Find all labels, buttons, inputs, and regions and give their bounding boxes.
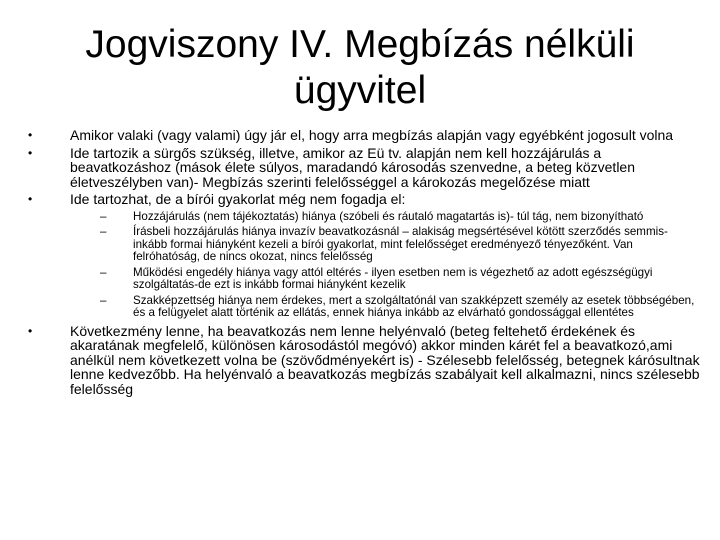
sub-bullet-item — [100, 295, 700, 320]
sub-bullet-item — [100, 211, 700, 224]
dash-marker: – — [100, 293, 107, 307]
bullet-item — [28, 146, 700, 190]
bullet-marker: • — [28, 323, 33, 338]
title-line-1: Jogviszony IV. Megbízás nélküli — [85, 23, 635, 66]
sub-bullet-text: Hozzájárulás (nem tájékoztatás) hiánya (szóbeli és ráutaló magatartás is)- túl tág, nem bizonyítható — [133, 209, 644, 223]
bullet-marker: • — [28, 145, 33, 160]
sub-bullet-text: Szakképzettség hiánya nem érdekes, mert a szolgáltatónál van szakképzett személy az esetek többségében, és a felügyelet alatt történik az ellátás, ennek hiánya inkább az elvárható gondossággal ellentétes — [133, 293, 695, 319]
bullet-list — [28, 128, 700, 396]
sub-bullet-text: Írásbeli hozzájárulás hiánya invazív beavatkozásnál – alakiság megsértésével kötött szerződés semmis-inkább formai hiányként kezeli a bírói gyakorlat, mint felelősséget eredményező tényezőként. Van felróhatóság, de nincs okozat, nincs felelősség — [133, 225, 668, 263]
bullet-text: Amikor valaki (vagy valami) úgy jár el, hogy arra megbízás alapján vagy egyébként jogosult volna — [70, 127, 674, 143]
bullet-text: Ide tartozik a sürgős szükség, illetve, amikor az Eü tv. alapján nem kell hozzájárulás a beavatkozáshoz (mások élete súlyos, maradandó károsodás szenvedne, a beteg közvetlen életveszélyben van)- Megbízás szerinti felelősséggel a károkozás megelőzése miatt — [70, 144, 636, 190]
bullet-text: Ide tartozhat, de a bírói gyakorlat még nem fogadja el: — [70, 191, 406, 207]
bullet-item — [28, 192, 700, 320]
slide-title — [40, 22, 680, 114]
dash-marker: – — [100, 209, 107, 223]
bullet-item — [28, 324, 700, 397]
title-line-2: ügyvitel — [293, 69, 427, 112]
dash-marker: – — [100, 225, 107, 238]
sub-bullet-list — [70, 211, 700, 320]
sub-bullet-item — [100, 226, 700, 264]
sub-bullet-text: Működési engedély hiánya vagy attól eltérés - ilyen esetben nem is végezhető az adott egészségügyi szolgáltatás-de ezt is inkább formai hiányként kezelik — [133, 265, 653, 291]
dash-marker: – — [100, 265, 107, 279]
bullet-marker: • — [28, 192, 33, 206]
bullet-marker: • — [28, 128, 33, 142]
slide-content — [28, 128, 700, 399]
sub-bullet-item — [100, 267, 700, 292]
bullet-item — [28, 128, 700, 143]
bullet-text: Következmény lenne, ha beavatkozás nem lenne helyénvaló (beteg feltehető érdekének és akaratának megfelelő, különösen károsodástól megóvó) akkor minden kárét fel a beavatkozó,ami anélkül nem következett volna be (szövődményekért is) - Szélesebb felelősség, betegnek kárósultnak lenne kedvezőbb. Ha helyénvaló a beavatkozás megbízás szabályait kell alkalmazni, nincs szélesebb felelősség — [70, 322, 700, 397]
